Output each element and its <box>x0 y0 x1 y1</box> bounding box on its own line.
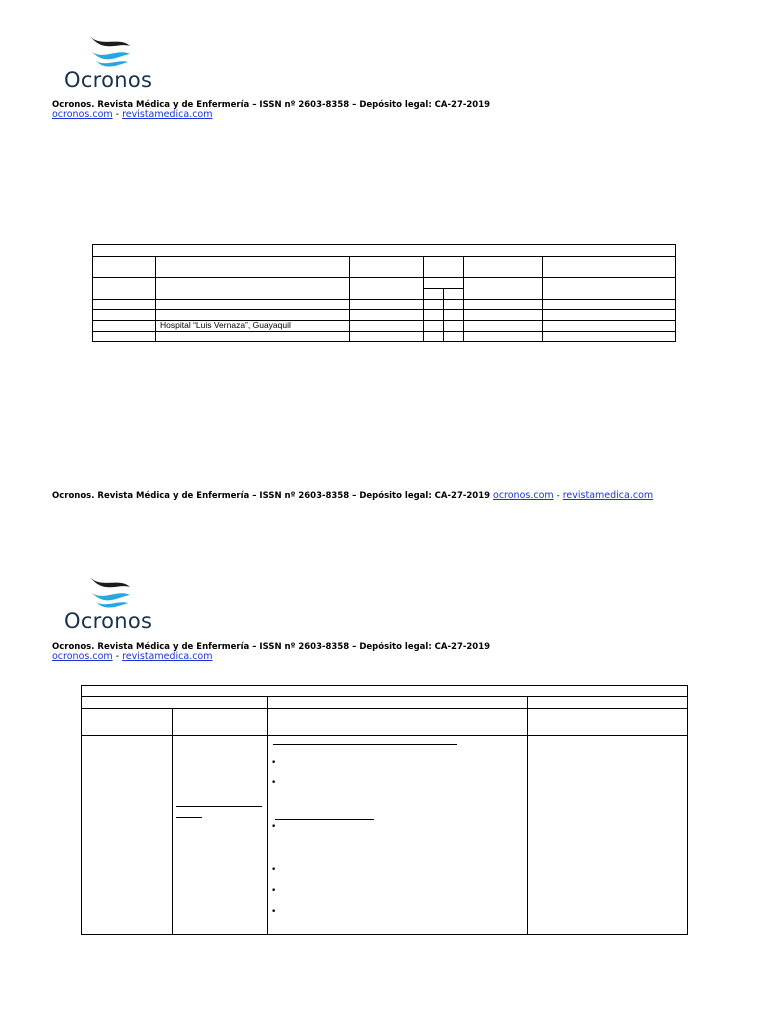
footer-journal-text: Ocronos. Revista Médica y de Enfermería – ISSN nº 2603-8358 – Depósito legal: CA-27-2019 <box>52 491 491 501</box>
bullet-3: • <box>271 822 277 832</box>
bullet-5: • <box>271 886 277 896</box>
journal-footer-line <box>52 490 653 501</box>
bullet-4: • <box>271 865 277 875</box>
ocronos-logo <box>64 32 174 92</box>
logo-text: Ocronos <box>64 68 153 92</box>
header-links-2 <box>52 651 213 662</box>
link-separator: - <box>115 109 120 120</box>
header-links <box>52 109 213 120</box>
table-2 <box>81 685 688 935</box>
logo-text-2: Ocronos <box>64 609 153 633</box>
ocronos-wave-logo-icon <box>86 32 134 70</box>
footer-link-separator: - <box>556 491 560 501</box>
ocronos-logo-2 <box>64 573 174 633</box>
hospital-cell: Hospital “Luis Vernaza”, Guayaquil <box>160 320 291 330</box>
journal-header-line-2: Ocronos. Revista Médica y de Enfermería – ISSN nº 2603-8358 – Depósito legal: CA-27-2019 <box>52 642 491 652</box>
journal-header-line: Ocronos. Revista Médica y de Enfermería – ISSN nº 2603-8358 – Depósito legal: CA-27-2019 <box>52 100 491 110</box>
bullet-1: • <box>271 758 277 768</box>
revistamedica-link-2[interactable]: revistamedica.com <box>122 651 213 662</box>
ocronos-link-2[interactable]: ocronos.com <box>52 651 113 662</box>
bullet-6: • <box>271 907 277 917</box>
table-1 <box>92 244 676 342</box>
footer-revistamedica-link[interactable]: revistamedica.com <box>562 490 654 501</box>
bullet-2: • <box>271 778 277 788</box>
revistamedica-link[interactable]: revistamedica.com <box>122 109 213 120</box>
footer-ocronos-link[interactable]: ocronos.com <box>493 490 554 501</box>
ocronos-wave-logo-icon <box>86 573 134 611</box>
ocronos-link[interactable]: ocronos.com <box>52 109 113 120</box>
link-separator-2: - <box>115 651 120 662</box>
